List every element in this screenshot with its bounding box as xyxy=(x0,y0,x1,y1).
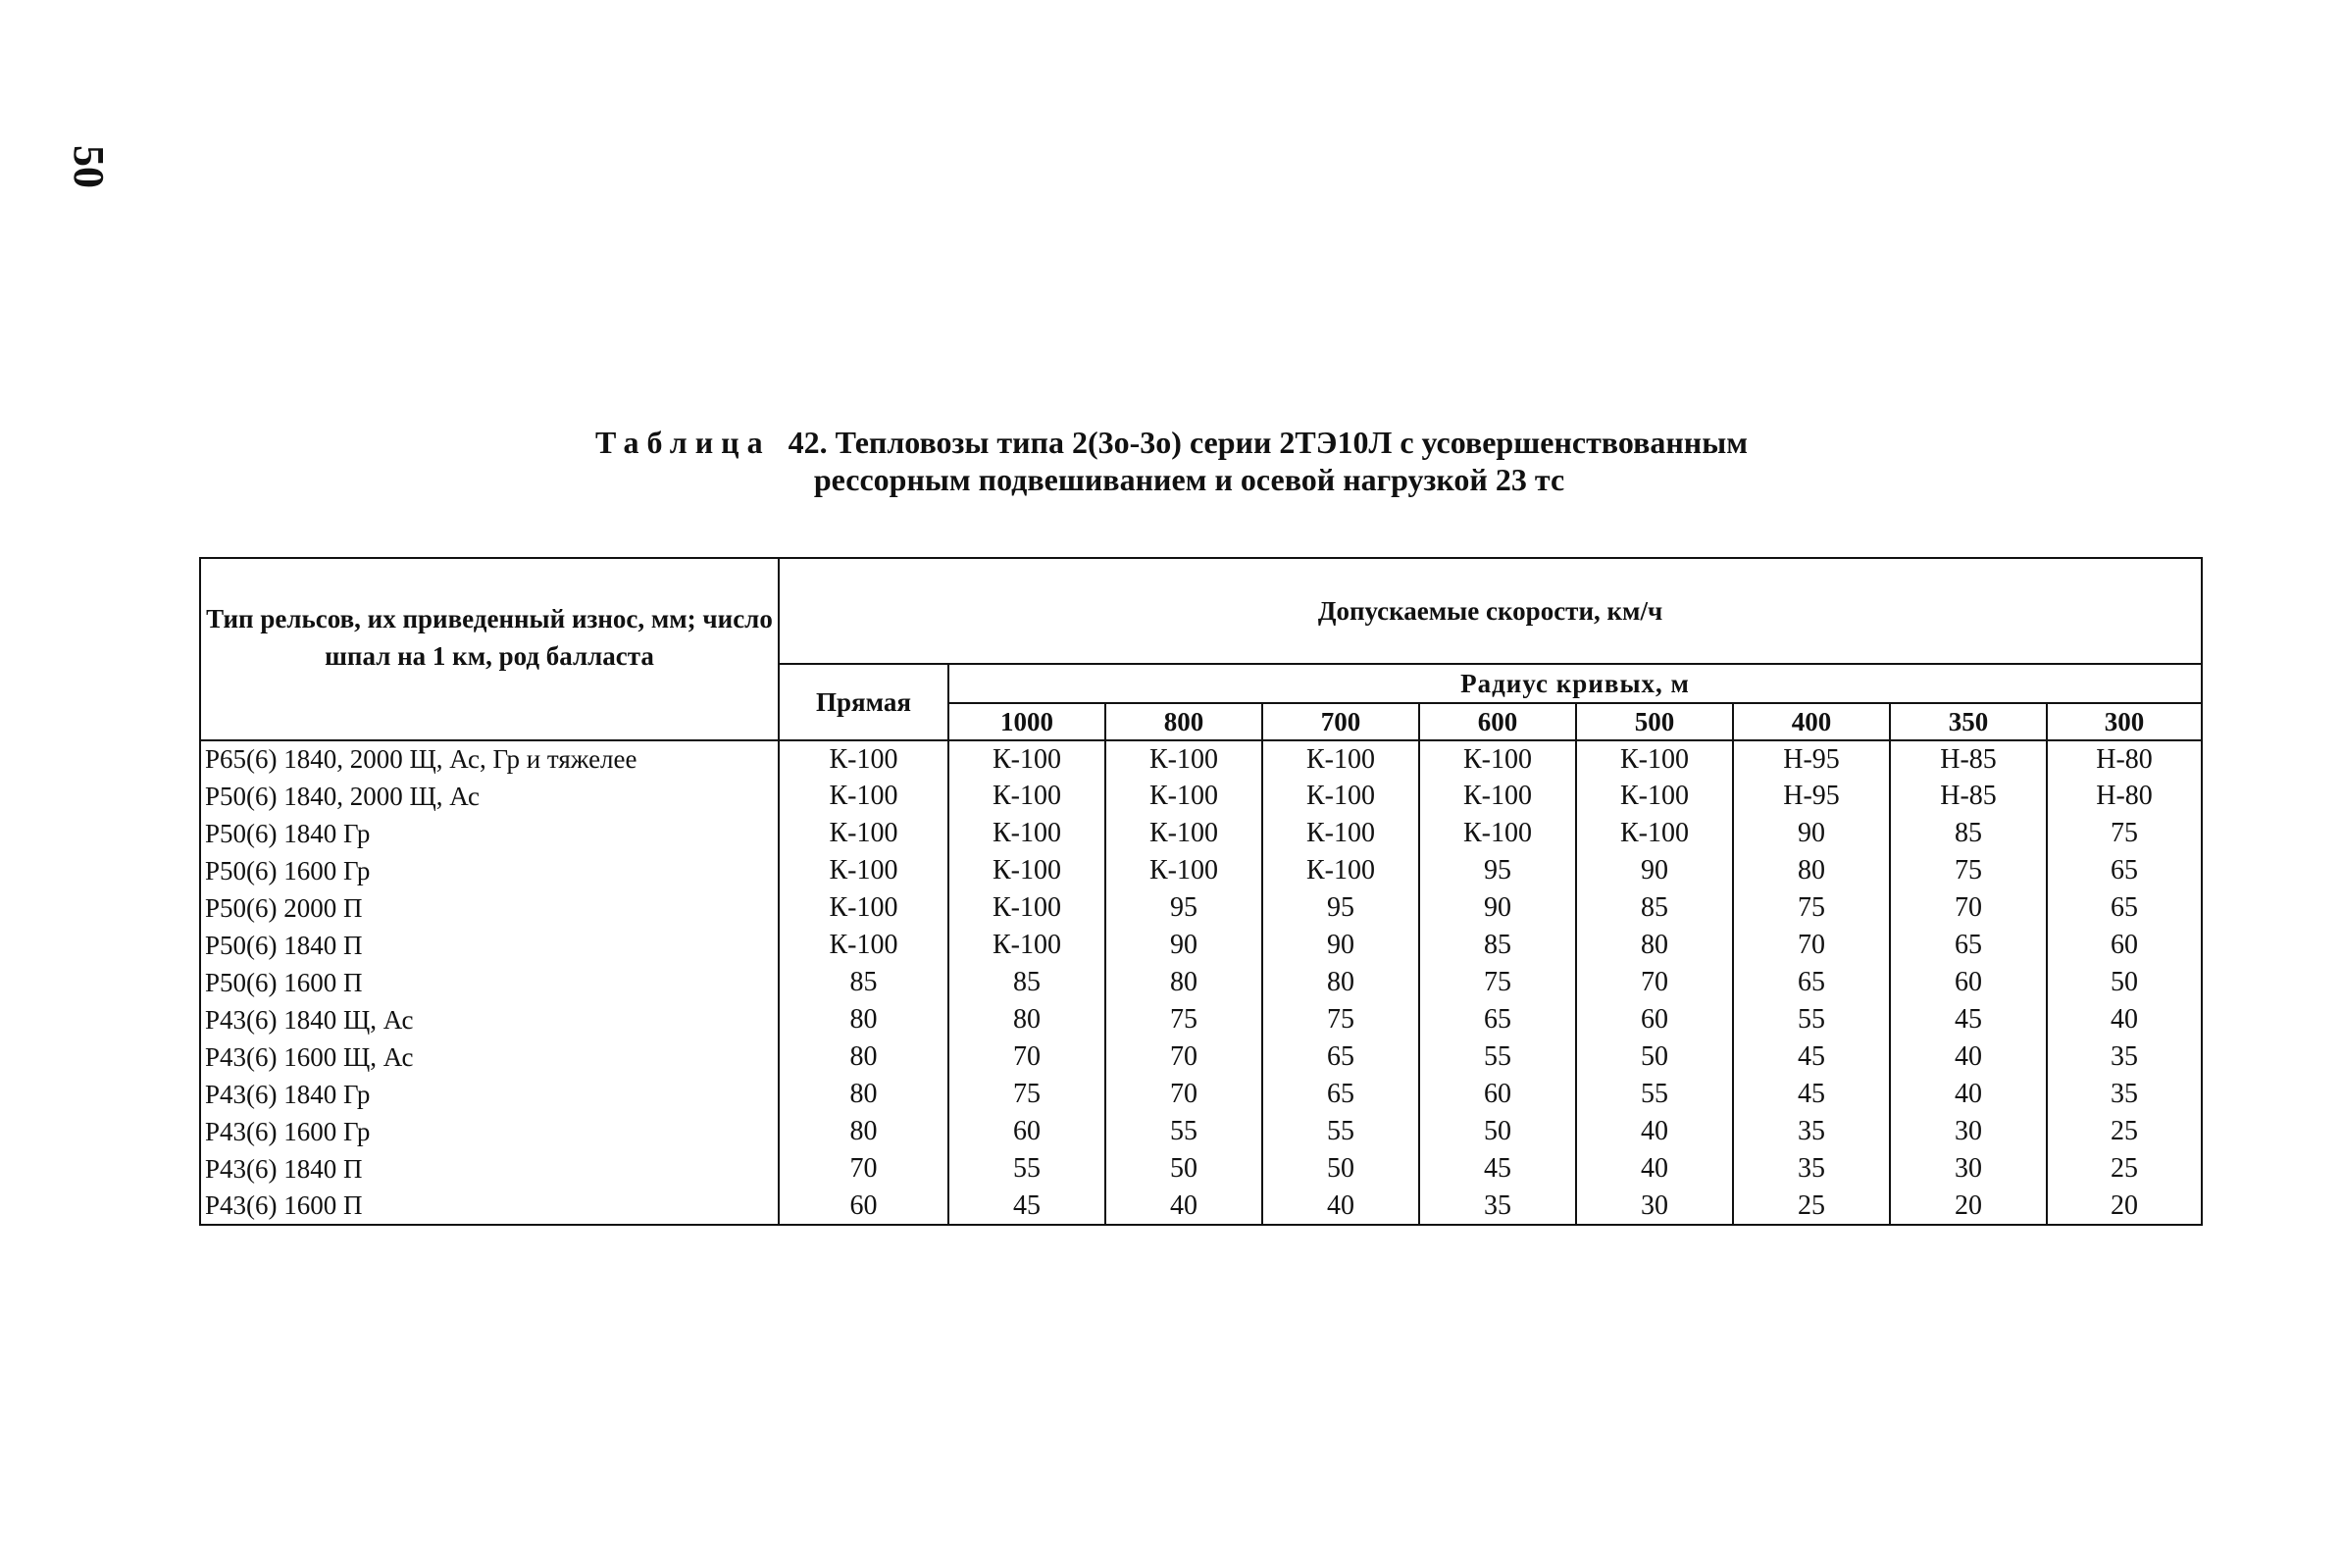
curve-speed-cell: 40 xyxy=(1105,1188,1262,1225)
curve-speed-cell: 65 xyxy=(1733,964,1890,1001)
curve-speed-cell: Н-95 xyxy=(1733,740,1890,778)
curve-speed-cell: 45 xyxy=(1733,1076,1890,1113)
table-row xyxy=(200,889,2202,927)
table-row xyxy=(200,1113,2202,1150)
table-row xyxy=(200,1038,2202,1076)
curve-speed-cell: 60 xyxy=(1576,1001,1733,1038)
straight-speed-cell: 70 xyxy=(779,1150,948,1188)
curve-speed-cell: 80 xyxy=(1576,927,1733,964)
table-row xyxy=(200,1150,2202,1188)
straight-speed-cell: К-100 xyxy=(779,815,948,852)
curve-speed-cell: 35 xyxy=(1419,1188,1576,1225)
rail-type-cell: Р43(6) 1600 П xyxy=(200,1188,779,1225)
radius-600-header: 600 xyxy=(1419,703,1576,740)
header-row-1 xyxy=(200,558,2202,664)
straight-speed-cell: К-100 xyxy=(779,740,948,778)
curve-speed-cell: К-100 xyxy=(1262,778,1419,815)
curve-speed-cell: К-100 xyxy=(1105,778,1262,815)
table-row xyxy=(200,964,2202,1001)
table-body xyxy=(200,740,2202,1225)
curve-speed-cell: К-100 xyxy=(1105,815,1262,852)
radius-500-header: 500 xyxy=(1576,703,1733,740)
curve-speed-cell: 45 xyxy=(948,1188,1105,1225)
curve-speed-cell: 80 xyxy=(1733,852,1890,889)
curve-speed-cell: К-100 xyxy=(1576,815,1733,852)
curve-speed-cell: К-100 xyxy=(1419,740,1576,778)
curve-speed-cell: 85 xyxy=(1890,815,2047,852)
rail-type-cell: Р43(6) 1600 Щ, Ас xyxy=(200,1038,779,1076)
curve-speed-cell: 25 xyxy=(2047,1150,2202,1188)
curve-speed-cell: 55 xyxy=(1105,1113,1262,1150)
curve-speed-cell: Н-85 xyxy=(1890,740,2047,778)
curve-speed-cell: 40 xyxy=(1890,1038,2047,1076)
rail-type-cell: Р50(6) 1840, 2000 Щ, Ас xyxy=(200,778,779,815)
table-row xyxy=(200,778,2202,815)
curve-speed-cell: 30 xyxy=(1890,1113,2047,1150)
curve-speed-cell: 45 xyxy=(1890,1001,2047,1038)
curve-speed-cell: 65 xyxy=(2047,852,2202,889)
rail-type-cell: Р50(6) 1840 П xyxy=(200,927,779,964)
speed-table xyxy=(199,557,2203,1226)
rail-type-cell: Р50(6) 1600 Гр xyxy=(200,852,779,889)
curve-speed-cell: 75 xyxy=(1733,889,1890,927)
curve-speed-cell: 40 xyxy=(1262,1188,1419,1225)
rail-type-cell: Р50(6) 2000 П xyxy=(200,889,779,927)
curve-speed-cell: К-100 xyxy=(1105,852,1262,889)
curve-speed-cell: К-100 xyxy=(948,927,1105,964)
curve-speed-cell: Н-80 xyxy=(2047,778,2202,815)
curve-speed-cell: 50 xyxy=(1262,1150,1419,1188)
straight-speed-cell: К-100 xyxy=(779,927,948,964)
curve-speed-cell: 75 xyxy=(1419,964,1576,1001)
curve-speed-cell: 25 xyxy=(1733,1188,1890,1225)
straight-speed-cell: К-100 xyxy=(779,889,948,927)
straight-speed-cell: 80 xyxy=(779,1076,948,1113)
curve-speed-cell: 80 xyxy=(1105,964,1262,1001)
curve-speed-cell: 60 xyxy=(948,1113,1105,1150)
curve-speed-cell: 75 xyxy=(948,1076,1105,1113)
curve-speed-cell: 85 xyxy=(1419,927,1576,964)
curve-speed-cell: 90 xyxy=(1419,889,1576,927)
straight-speed-cell: 80 xyxy=(779,1113,948,1150)
caption-lead: Таблица xyxy=(594,425,771,460)
rail-type-cell: Р43(6) 1840 Щ, Ас xyxy=(200,1001,779,1038)
curve-speed-cell: 30 xyxy=(1890,1150,2047,1188)
curve-speed-cell: 70 xyxy=(1733,927,1890,964)
curve-speed-cell: 70 xyxy=(948,1038,1105,1076)
curve-speed-cell: 50 xyxy=(1419,1113,1576,1150)
caption-line-2: рессорным подвешиванием и осевой нагрузкой 23 тс xyxy=(813,462,1565,497)
curve-speed-cell: 90 xyxy=(1576,852,1733,889)
curve-speed-cell: 50 xyxy=(2047,964,2202,1001)
straight-speed-cell: К-100 xyxy=(779,852,948,889)
radius-header: Радиус кривых, м xyxy=(948,664,2202,703)
straight-speed-cell: 80 xyxy=(779,1001,948,1038)
curve-speed-cell: 35 xyxy=(2047,1038,2202,1076)
straight-speed-cell: К-100 xyxy=(779,778,948,815)
curve-speed-cell: 70 xyxy=(1105,1076,1262,1113)
caption-line-1: 42. Тепловозы типа 2(3о-3о) серии 2ТЭ10Л с усовершенствованным xyxy=(788,425,1748,460)
curve-speed-cell: К-100 xyxy=(1105,740,1262,778)
curve-speed-cell: 25 xyxy=(2047,1113,2202,1150)
curve-speed-cell: 85 xyxy=(1576,889,1733,927)
curve-speed-cell: 30 xyxy=(1576,1188,1733,1225)
straight-speed-cell: 60 xyxy=(779,1188,948,1225)
curve-speed-cell: 55 xyxy=(1733,1001,1890,1038)
curve-speed-cell: 45 xyxy=(1419,1150,1576,1188)
table-row xyxy=(200,852,2202,889)
curve-speed-cell: 90 xyxy=(1262,927,1419,964)
speeds-header: Допускаемые скорости, км/ч xyxy=(779,558,2202,664)
curve-speed-cell: 75 xyxy=(2047,815,2202,852)
curve-speed-cell: 65 xyxy=(1419,1001,1576,1038)
curve-speed-cell: 70 xyxy=(1890,889,2047,927)
radius-700-header: 700 xyxy=(1262,703,1419,740)
radius-300-header: 300 xyxy=(2047,703,2202,740)
curve-speed-cell: 45 xyxy=(1733,1038,1890,1076)
curve-speed-cell: 90 xyxy=(1105,927,1262,964)
curve-speed-cell: К-100 xyxy=(1419,778,1576,815)
table-row xyxy=(200,740,2202,778)
curve-speed-cell: 35 xyxy=(2047,1076,2202,1113)
curve-speed-cell: 50 xyxy=(1576,1038,1733,1076)
radius-1000-header: 1000 xyxy=(948,703,1105,740)
curve-speed-cell: 40 xyxy=(2047,1001,2202,1038)
curve-speed-cell: Н-80 xyxy=(2047,740,2202,778)
curve-speed-cell: К-100 xyxy=(948,740,1105,778)
curve-speed-cell: 55 xyxy=(1419,1038,1576,1076)
curve-speed-cell: 60 xyxy=(1890,964,2047,1001)
curve-speed-cell: К-100 xyxy=(1419,815,1576,852)
rail-type-cell: Р43(6) 1840 Гр xyxy=(200,1076,779,1113)
straight-speed-cell: 85 xyxy=(779,964,948,1001)
rail-type-cell: Р43(6) 1840 П xyxy=(200,1150,779,1188)
curve-speed-cell: 35 xyxy=(1733,1113,1890,1150)
curve-speed-cell: 65 xyxy=(1890,927,2047,964)
curve-speed-cell: 85 xyxy=(948,964,1105,1001)
curve-speed-cell: 95 xyxy=(1419,852,1576,889)
curve-speed-cell: 95 xyxy=(1105,889,1262,927)
curve-speed-cell: 55 xyxy=(948,1150,1105,1188)
table-caption xyxy=(0,424,2343,498)
curve-speed-cell: К-100 xyxy=(1262,740,1419,778)
rail-type-header: Тип рельсов, их приведенный износ, мм; число шпал на 1 км, род балласта xyxy=(200,558,779,740)
curve-speed-cell: К-100 xyxy=(1576,778,1733,815)
curve-speed-cell: 20 xyxy=(1890,1188,2047,1225)
curve-speed-cell: 50 xyxy=(1105,1150,1262,1188)
curve-speed-cell: 20 xyxy=(2047,1188,2202,1225)
table-row xyxy=(200,1076,2202,1113)
curve-speed-cell: 75 xyxy=(1105,1001,1262,1038)
curve-speed-cell: К-100 xyxy=(1262,852,1419,889)
curve-speed-cell: К-100 xyxy=(948,889,1105,927)
curve-speed-cell: 60 xyxy=(2047,927,2202,964)
curve-speed-cell: 55 xyxy=(1262,1113,1419,1150)
radius-400-header: 400 xyxy=(1733,703,1890,740)
curve-speed-cell: 40 xyxy=(1576,1150,1733,1188)
curve-speed-cell: 65 xyxy=(2047,889,2202,927)
table-row xyxy=(200,815,2202,852)
curve-speed-cell: 75 xyxy=(1890,852,2047,889)
curve-speed-cell: 80 xyxy=(1262,964,1419,1001)
curve-speed-cell: 80 xyxy=(948,1001,1105,1038)
curve-speed-cell: К-100 xyxy=(948,815,1105,852)
curve-speed-cell: К-100 xyxy=(1576,740,1733,778)
curve-speed-cell: 40 xyxy=(1890,1076,2047,1113)
curve-speed-cell: Н-85 xyxy=(1890,778,2047,815)
radius-800-header: 800 xyxy=(1105,703,1262,740)
table-row xyxy=(200,927,2202,964)
table-row xyxy=(200,1001,2202,1038)
straight-header: Прямая xyxy=(779,664,948,740)
rail-type-cell: Р50(6) 1840 Гр xyxy=(200,815,779,852)
rail-type-cell: Р43(6) 1600 Гр xyxy=(200,1113,779,1150)
curve-speed-cell: 70 xyxy=(1576,964,1733,1001)
straight-speed-cell: 80 xyxy=(779,1038,948,1076)
curve-speed-cell: К-100 xyxy=(948,852,1105,889)
curve-speed-cell: 90 xyxy=(1733,815,1890,852)
curve-speed-cell: 70 xyxy=(1105,1038,1262,1076)
page-number: 50 xyxy=(65,145,113,188)
curve-speed-cell: 35 xyxy=(1733,1150,1890,1188)
radius-350-header: 350 xyxy=(1890,703,2047,740)
curve-speed-cell: 65 xyxy=(1262,1038,1419,1076)
curve-speed-cell: Н-95 xyxy=(1733,778,1890,815)
curve-speed-cell: 75 xyxy=(1262,1001,1419,1038)
rail-type-cell: Р65(6) 1840, 2000 Щ, Ас, Гр и тяжелее xyxy=(200,740,779,778)
curve-speed-cell: 95 xyxy=(1262,889,1419,927)
curve-speed-cell: К-100 xyxy=(1262,815,1419,852)
table-row xyxy=(200,1188,2202,1225)
curve-speed-cell: 60 xyxy=(1419,1076,1576,1113)
curve-speed-cell: 65 xyxy=(1262,1076,1419,1113)
rail-type-cell: Р50(6) 1600 П xyxy=(200,964,779,1001)
curve-speed-cell: 40 xyxy=(1576,1113,1733,1150)
curve-speed-cell: К-100 xyxy=(948,778,1105,815)
curve-speed-cell: 55 xyxy=(1576,1076,1733,1113)
